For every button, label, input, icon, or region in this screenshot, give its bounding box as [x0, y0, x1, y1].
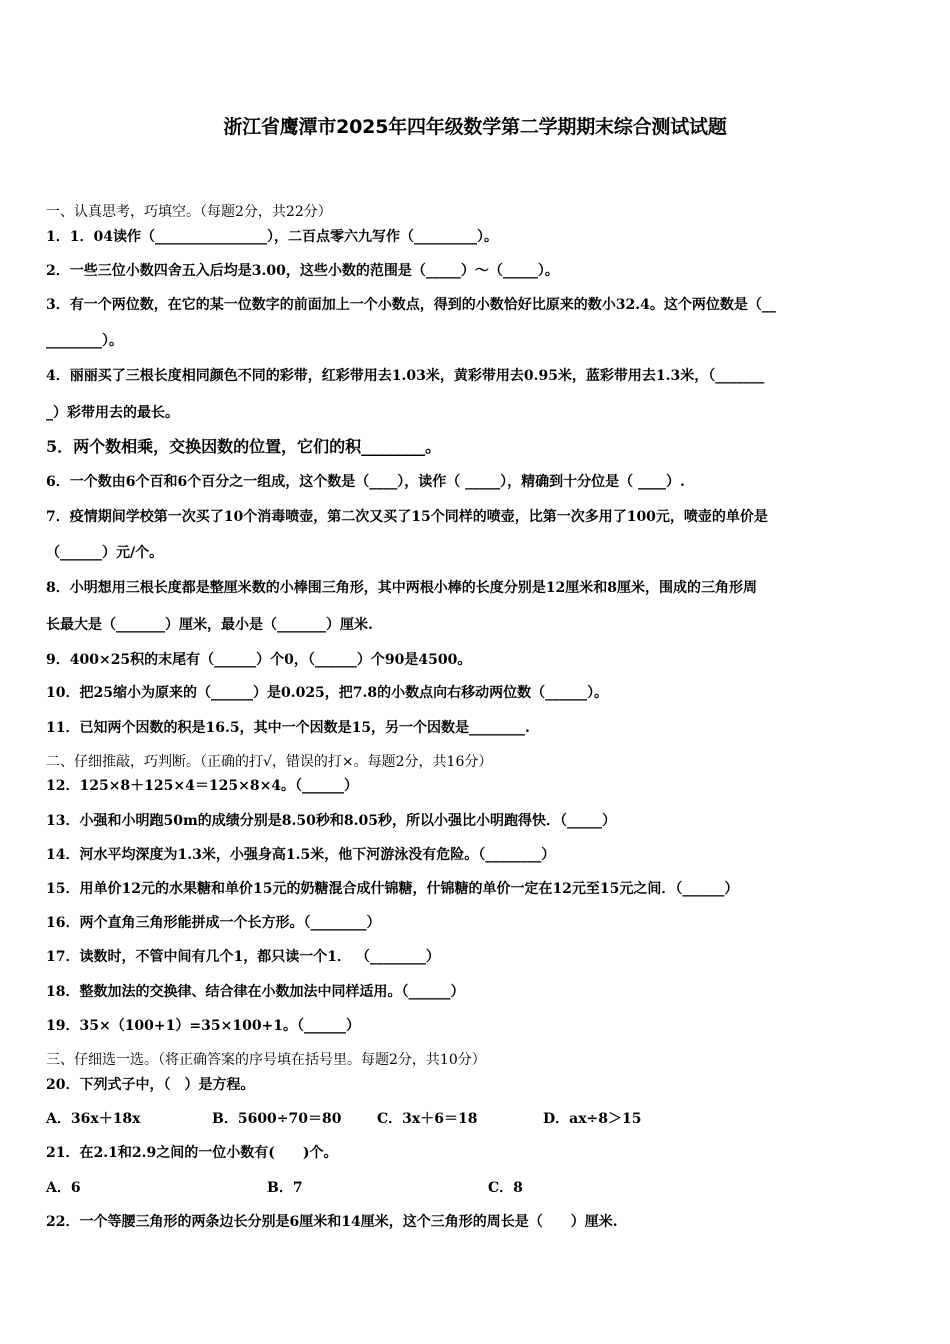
question-3: 3．有一个两位数，在它的某一位数字的前面加上一个小数点，得到的小数恰好比原来的数小32.4。这个两位数是（__: [46, 297, 776, 313]
question-7: 7．疫情期间学校第一次买了10个消毒喷壶，第二次又买了15个同样的喷壶，比第一次多用了100元，喷壶的单价是: [46, 509, 768, 525]
option-b: B．5600÷70＝80: [212, 1111, 342, 1127]
question-12: 12．125×8＋125×4＝125×8×4。（______）: [46, 778, 359, 794]
question-4-cont: _）彩带用去的最长。: [46, 405, 179, 421]
section-3-heading: 三、仔细选一选。（将正确答案的序号填在括号里。每题2分，共10分）: [46, 1052, 486, 1068]
question-21-options: [46, 1178, 916, 1198]
option-c: C．8: [488, 1180, 523, 1196]
question-13: 13．小强和小明跑50m的成绩分别是8.50秒和8.05秒，所以小强比小明跑得快．（_____）: [46, 813, 616, 829]
option-d: D．ax÷8＞15: [543, 1111, 642, 1127]
question-15: 15．用单价12元的水果糖和单价15元的奶糖混合成什锦糖，什锦糖的单价一定在12元至15元之间．（______）: [46, 881, 739, 897]
question-2: 2．一些三位小数四舍五入后均是3.00，这些小数的范围是（_____）～（_____）。: [46, 263, 559, 279]
question-3-cont: ________）。: [46, 333, 123, 349]
question-14: 14．河水平均深度为1.3米，小强身高1.5米，他下河游泳没有危险。（________）: [46, 847, 556, 863]
question-17: 17．读数时，不管中间有几个1，都只读一个1． （________）: [46, 949, 440, 965]
question-8: 8．小明想用三根长度都是整厘米数的小棒围三角形，其中两根小棒的长度分别是12厘米和8厘米，围成的三角形周: [46, 580, 757, 596]
question-20: 20．下列式子中，（ ）是方程。: [46, 1077, 255, 1093]
option-a: A．6: [46, 1180, 81, 1196]
question-4: 4．丽丽买了三根长度相同颜色不同的彩带，红彩带用去1.03米，黄彩带用去0.95米，蓝彩带用去1.3米，（_______: [46, 368, 765, 384]
question-10: 10．把25缩小为原来的（______）是0.025，把7.8的小数点向右移动两位数（______）。: [46, 685, 609, 701]
question-8-cont: 长最大是（_______）厘米，最小是（_______）厘米.: [46, 617, 373, 633]
question-19: 19．35×（100+1）=35×100+1。（______）: [46, 1018, 361, 1034]
question-1: 1．1．04读作（________________），二百点零六九写作（_________）。: [46, 229, 498, 245]
question-22: 22．一个等腰三角形的两条边长分别是6厘米和14厘米，这个三角形的周长是（ ）厘米.: [46, 1214, 618, 1230]
question-9: 9．400×25积的末尾有（______）个0，（______）个90是4500。: [46, 652, 472, 668]
option-a: A．36x＋18x: [46, 1111, 141, 1127]
section-2-heading: 二、仔细推敲，巧判断。（正确的打√，错误的打×。每题2分，共16分）: [46, 754, 493, 770]
question-16: 16．两个直角三角形能拼成一个长方形。（________）: [46, 915, 381, 931]
page-title: 浙江省鹰潭市2025年四年级数学第二学期期末综合测试试题: [223, 116, 727, 138]
option-b: B．7: [267, 1180, 303, 1196]
question-7-cont: （______）元/个。: [46, 545, 164, 561]
question-18: 18．整数加法的交换律、结合律在小数加法中同样适用。（______）: [46, 984, 465, 1000]
question-11: 11．已知两个因数的积是16.5，其中一个因数是15，另一个因数是________.: [46, 720, 530, 736]
question-21: 21．在2.1和2.9之间的一位小数有( )个。: [46, 1145, 338, 1161]
question-20-options: [46, 1109, 916, 1129]
question-5: 5．两个数相乘，交换因数的位置，它们的积________。: [46, 437, 442, 456]
question-6: 6．一个数由6个百和6个百分之一组成，这个数是（____），读作（ _____），精确到十分位是（ ____）.: [46, 474, 685, 490]
option-c: C．3x＋6＝18: [377, 1111, 478, 1127]
section-1-heading: 一、认真思考，巧填空。（每题2分，共22分）: [46, 204, 332, 220]
